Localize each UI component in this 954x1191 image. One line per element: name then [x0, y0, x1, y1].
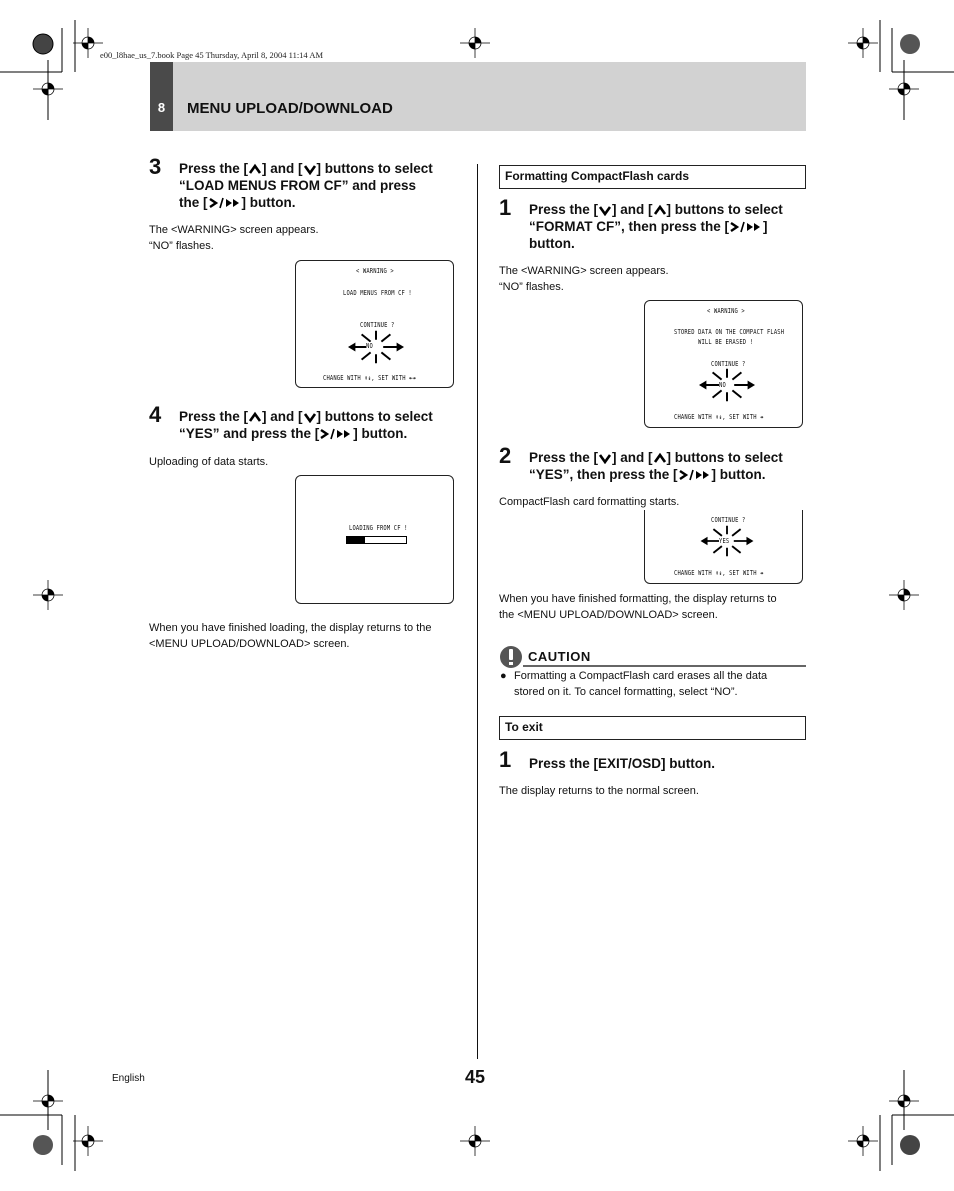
down-arrow-icon: [598, 204, 612, 216]
closing-line: the <MENU UPLOAD/DOWNLOAD> screen.: [499, 609, 718, 621]
step-4-number: 4: [149, 402, 162, 427]
step-text-part: “FORMAT CF”, then press the [: [529, 219, 730, 234]
bullet-icon: ●: [500, 670, 507, 682]
caution-exclamation-icon: [499, 646, 525, 668]
step-4-instruction: [179, 408, 469, 442]
screen-question: CONTINUE ?: [711, 360, 746, 368]
screen-choice: NO: [366, 342, 373, 350]
step-text-part: Press the [: [179, 161, 249, 176]
closing-line: When you have finished formatting, the display returns to: [499, 593, 777, 605]
screen-question: CONTINUE ?: [711, 516, 746, 524]
print-info-line: e00_l8hae_us_7.book Page 45 Thursday, April 8, 2004 11:14 AM: [100, 50, 324, 60]
chapter-tab: [150, 62, 173, 131]
page-number: 45: [465, 1067, 486, 1087]
closing-line: When you have finished loading, the display returns to the: [149, 622, 432, 634]
step-text-part: ] buttons to select: [316, 409, 433, 424]
step-text-part: “YES”, then press the [: [529, 467, 678, 482]
step-text-part: ] button.: [241, 195, 296, 210]
format-step-1-instruction: [529, 201, 819, 252]
loading-progress-bar: [346, 536, 407, 544]
down-arrow-icon: [303, 411, 317, 423]
warning-screen-load-menus: [295, 260, 454, 388]
caution-label: CAUTION: [528, 649, 591, 664]
set-arrow-icon: [208, 197, 242, 209]
step-text-part: Press the [: [529, 202, 599, 217]
description-line: The <WARNING> screen appears.: [499, 265, 669, 277]
set-arrow-icon: [678, 469, 712, 481]
exit-step-instruction: Press the [EXIT/OSD] button.: [529, 756, 716, 771]
column-divider: [477, 164, 478, 1059]
screen-message: STORED DATA ON THE COMPACT FLASH: [674, 328, 785, 336]
format-step-2-instruction: [529, 449, 819, 483]
section-title-to-exit: To exit: [499, 716, 806, 740]
step-text-part: ] button.: [711, 467, 766, 482]
step-text-part: ] and [: [612, 450, 653, 465]
footer-language: English: [112, 1073, 145, 1084]
step-text-part: “LOAD MENUS FROM CF” and press: [179, 178, 417, 193]
step-text-part: ] buttons to select: [316, 161, 433, 176]
step-3-description: [149, 222, 319, 254]
exit-step-number: 1: [499, 747, 512, 772]
up-arrow-icon: [248, 411, 262, 423]
step-text-part: “YES” and press the [: [179, 426, 320, 441]
screen-message: WILL BE ERASED !: [698, 338, 754, 346]
warning-screen-format: [644, 300, 803, 428]
screen-choice: NO: [719, 381, 726, 389]
step-text-part: ] buttons to select: [666, 450, 783, 465]
step-text-part: ] buttons to select: [666, 202, 783, 217]
caution-heading: [499, 646, 806, 668]
caution-note: [499, 668, 809, 700]
chapter-header-bar: [150, 62, 806, 131]
step-text-part: Press the [: [529, 450, 599, 465]
page-title: MENU UPLOAD/DOWNLOAD: [187, 100, 393, 117]
down-arrow-icon: [303, 163, 317, 175]
right-closing-text: [499, 591, 777, 623]
caution-text: stored on it. To cancel formatting, select “NO”.: [514, 686, 738, 698]
closing-line: <MENU UPLOAD/DOWNLOAD> screen.: [149, 638, 350, 650]
step-text-part: ] and [: [262, 409, 303, 424]
step-text-part: Press the [: [179, 409, 249, 424]
down-arrow-icon: [598, 452, 612, 464]
step-text-part: ] and [: [612, 202, 653, 217]
screen-question: CONTINUE ?: [360, 321, 395, 329]
flash-burst-icon: [346, 329, 406, 365]
up-arrow-icon: [248, 163, 262, 175]
description-line: The <WARNING> screen appears.: [149, 224, 319, 236]
up-arrow-icon: [653, 452, 667, 464]
description-line: “NO” flashes.: [499, 281, 564, 293]
exit-step-description: The display returns to the normal screen.: [499, 785, 699, 797]
format-step-1-number: 1: [499, 195, 512, 220]
caution-text: Formatting a CompactFlash card erases all the data: [514, 670, 768, 682]
screen-title: < WARNING >: [356, 267, 394, 275]
screen-footer: CHANGE WITH ↟↡, SET WITH ↞↠: [323, 374, 416, 382]
step-text-part: ] and [: [262, 161, 303, 176]
set-arrow-icon: [729, 221, 763, 233]
step-text-part: ] button.: [353, 426, 408, 441]
screen-title: < WARNING >: [707, 307, 745, 315]
step-3-instruction: [179, 160, 469, 211]
screen-message: LOADING FROM CF !: [349, 524, 408, 532]
up-arrow-icon: [653, 204, 667, 216]
format-step-2-description: CompactFlash card formatting starts.: [499, 496, 680, 508]
set-arrow-icon: [319, 428, 353, 440]
step-text-part: the [: [179, 195, 208, 210]
flash-burst-icon: [697, 367, 757, 403]
screen-footer: CHANGE WITH ↟↡, SET WITH ↠: [674, 413, 764, 421]
screen-message: LOAD MENUS FROM CF !: [343, 289, 412, 297]
screen-footer: CHANGE WITH ↟↡, SET WITH ↠: [674, 569, 764, 577]
loading-screen: [295, 475, 454, 604]
step-4-description: Uploading of data starts.: [149, 456, 269, 468]
step-3-number: 3: [149, 154, 162, 179]
caution-underline: [523, 665, 806, 667]
screen-choice: YES: [719, 537, 730, 545]
step-text-part: button.: [529, 236, 575, 251]
section-title-formatting: Formatting CompactFlash cards: [499, 165, 806, 189]
description-line: “NO” flashes.: [149, 240, 214, 252]
loading-progress-fill: [347, 537, 365, 543]
format-step-2-number: 2: [499, 443, 512, 468]
left-closing-text: [149, 620, 432, 652]
chapter-number: 8: [157, 100, 166, 115]
step-text-part: ]: [763, 219, 768, 234]
format-step-1-description: [499, 263, 669, 295]
confirm-screen-yes: [644, 510, 803, 584]
